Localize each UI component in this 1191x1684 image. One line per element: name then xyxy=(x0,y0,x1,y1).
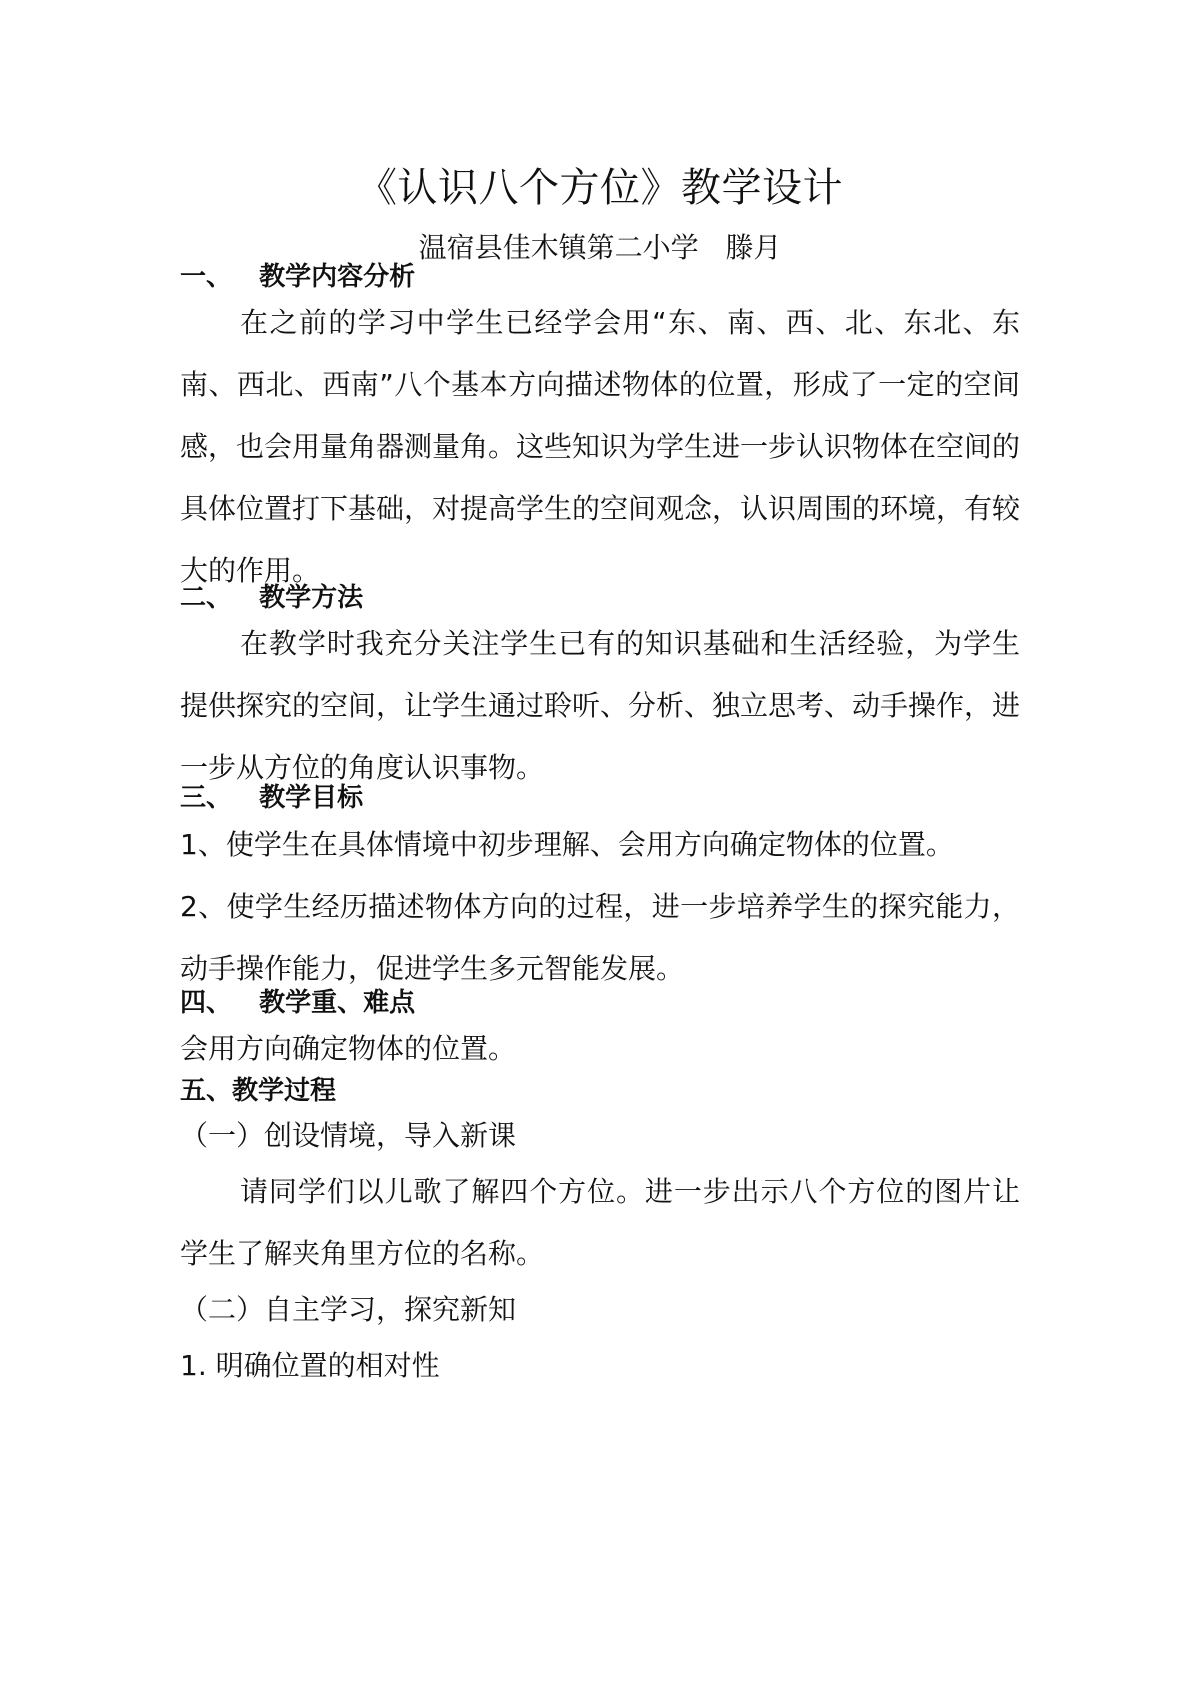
section-heading-teaching-method: 二、 教学方法 xyxy=(180,583,364,613)
document-author: 温宿县佳木镇第二小学 滕月 xyxy=(418,231,782,264)
point-heading-relativity: 1. 明确位置的相对性 xyxy=(180,1349,440,1382)
key-points-text: 会用方向确定物体的位置。 xyxy=(180,1032,517,1065)
section-paragraph-content-analysis: 在之前的学习中学生已经学会用“东、南、西、北、东北、东南、西北、西南”八个基本方向描述物体的位置，形成了一定的空间感，也会用量角器测量角。这些知识为学生进一步认识物体在空间的具体位置打下基础，对提高学生的空间观念，认识周围的环境，有较大的作用。 xyxy=(180,306,1021,587)
subsection-heading-explore: （二）自主学习，探究新知 xyxy=(180,1293,517,1326)
goal-item-1: 1、使学生在具体情境中初步理解、会用方向确定物体的位置。 xyxy=(180,828,954,861)
section-heading-content-analysis: 一、 教学内容分析 xyxy=(180,262,416,292)
subsection-heading-intro: （一）创设情境，导入新课 xyxy=(180,1119,517,1152)
subsection-paragraph-intro: 请同学们以儿歌了解四个方位。进一步出示八个方位的图片让学生了解夹角里方位的名称。 xyxy=(180,1175,1020,1270)
document-page xyxy=(180,0,1020,1684)
section-heading-key-points: 四、 教学重、难点 xyxy=(180,988,416,1018)
goal-item-2: 2、使学生经历描述物体方向的过程，进一步培养学生的探究能力，动手操作能力，促进学生多元智能发展。 xyxy=(180,890,1020,985)
section-heading-teaching-goals: 三、 教学目标 xyxy=(180,783,364,813)
section-heading-teaching-process: 五、教学过程 xyxy=(180,1076,337,1106)
section-paragraph-teaching-method: 在教学时我充分关注学生已有的知识基础和生活经验，为学生提供探究的空间，让学生通过聆听、分析、独立思考、动手操作，进一步从方位的角度认识事物。 xyxy=(180,627,1021,784)
document-title: 《认识八个方位》教学设计 xyxy=(357,165,843,211)
